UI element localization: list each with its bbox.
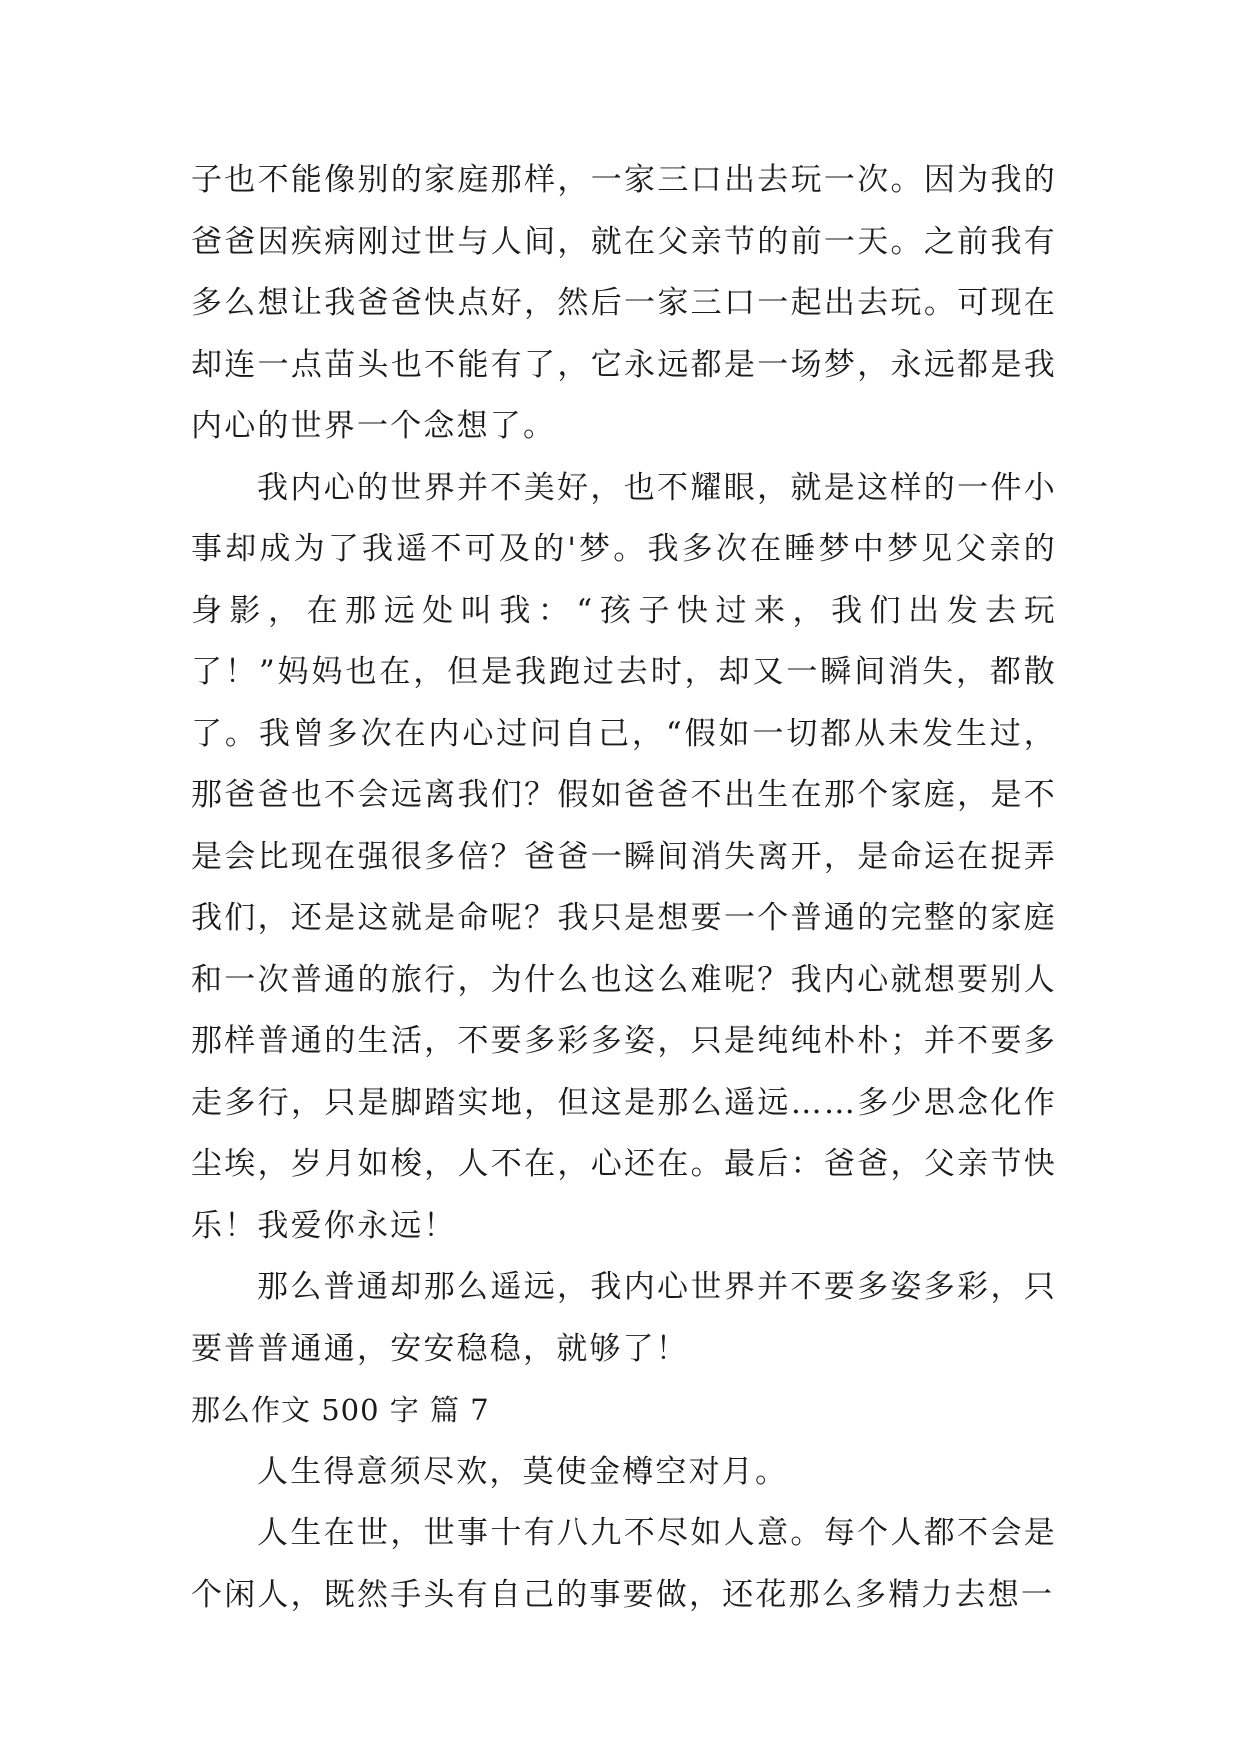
document-page <box>191 150 1057 1626</box>
paragraph-poem-line: 人生得意须尽欢，莫使金樽空对月。 <box>257 1453 789 1490</box>
paragraph-life: 人生在世，世事十有八九不尽如人意。每个人都不会是个闲人，既然手头有自己的事要做，还花那么多精力去想一 <box>191 1515 1057 1613</box>
paragraph-conclusion: 那么普通却那么遥远，我内心世界并不要多姿多彩，只要普普通通，安安稳稳，就够了！ <box>191 1269 1057 1367</box>
paragraph-continuation: 子也不能像别的家庭那样，一家三口出去玩一次。因为我的爸爸因疾病刚过世与人间，就在父亲节的前一天。之前我有多么想让我爸爸快点好，然后一家三口一起出去玩。可现在却连一点苗头也不能有了，它永远都是一场梦，永远都是我内心的世界一个念想了。 <box>191 162 1057 444</box>
paragraph-inner-world: 我内心的世界并不美好，也不耀眼，就是这样的一件小事却成为了我遥不可及的'梦。我多次在睡梦中梦见父亲的身影，在那远处叫我：“孩子快过来，我们出发去玩了！”妈妈也在，但是我跑过去时，却又一瞬间消失，都散了。我曾多次在内心过问自己，“假如一切都从未发生过，那爸爸也不会远离我们？假如爸爸不出生在那个家庭，是不是会比现在强很多倍？爸爸一瞬间消失离开，是命运在捉弄我们，还是这就是命呢？我只是想要一个普通的完整的家庭和一次普通的旅行，为什么也这么难呢？我内心就想要别人那样普通的生活，不要多彩多姿，只是纯纯朴朴；并不要多走多行，只是脚踏实地，但这是那么遥远……多少思念化作尘埃，岁月如梭，人不在，心还在。最后：爸爸，父亲节快乐！我爱你永远！ <box>191 469 1057 1244</box>
section-heading: 那么作文 500 字 篇 7 <box>191 1393 490 1427</box>
